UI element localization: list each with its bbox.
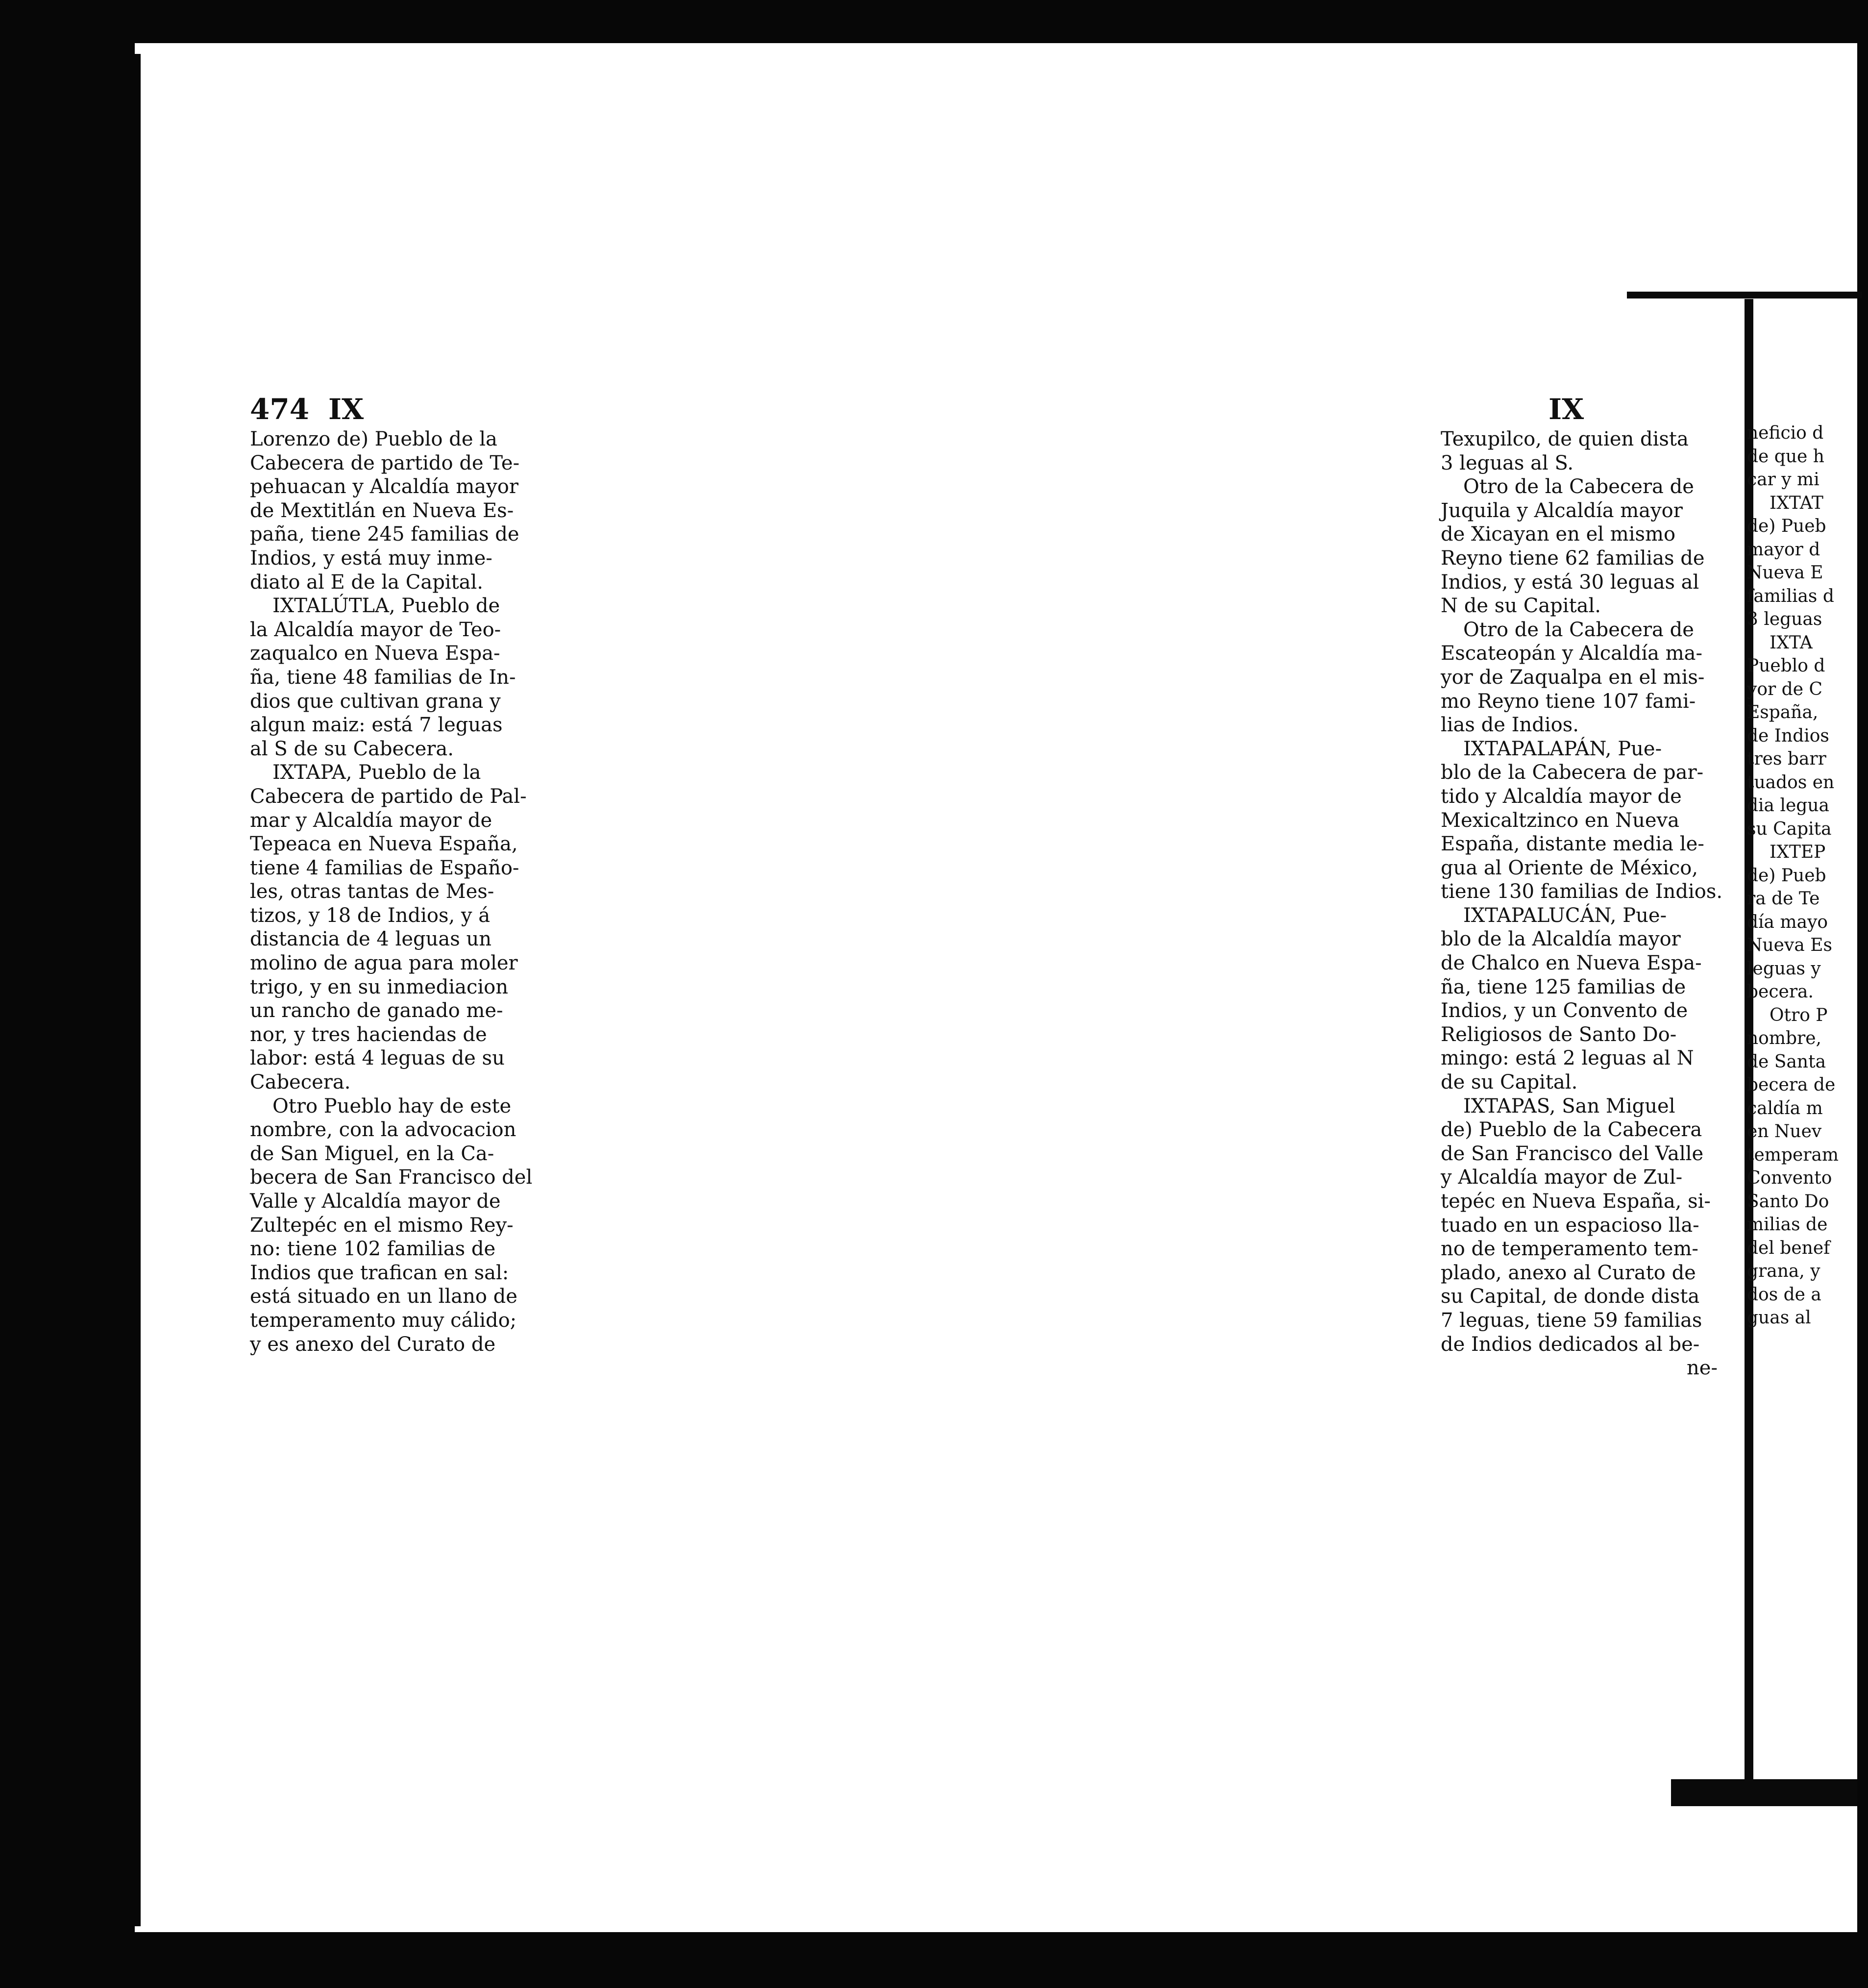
text-line: ne- xyxy=(1687,1357,1718,1380)
text-line: ña, tiene 48 familias de In- xyxy=(250,666,516,689)
text-line: IXTAPALUCÁN, Pue- xyxy=(1463,904,1667,927)
text-line: milias de xyxy=(1747,1215,1828,1235)
text-line: Nueva E xyxy=(1747,563,1823,583)
text-line: de que h xyxy=(1747,446,1824,467)
text-line: distancia de 4 leguas un xyxy=(250,928,492,951)
text-line: y es anexo del Curato de xyxy=(250,1333,496,1356)
text-line: nombre, con la advocacion xyxy=(250,1118,516,1142)
text-line: Cabecera de partido de Te- xyxy=(250,451,520,474)
text-line: su Capita xyxy=(1747,819,1832,839)
text-line: zaqualco en Nueva Espa- xyxy=(250,642,500,665)
text-line: de) Pueblo de la Cabecera xyxy=(1441,1118,1702,1142)
text-line: tuados en xyxy=(1747,772,1835,793)
text-line: guas al xyxy=(1747,1308,1811,1328)
text-line: tido y Alcaldía mayor de xyxy=(1441,785,1682,808)
text-line: dia legua xyxy=(1747,795,1829,816)
text-line: leguas y xyxy=(1747,958,1821,979)
text-column-middle xyxy=(1441,427,1723,1380)
text-line: blo de la Cabecera de par- xyxy=(1441,761,1704,784)
running-header-left: IX xyxy=(328,393,364,426)
text-line: mo Reyno tiene 107 fami- xyxy=(1441,690,1696,713)
text-line: de San Miguel, en la Ca- xyxy=(250,1142,494,1165)
text-line: de San Francisco del Valle xyxy=(1441,1142,1704,1165)
text-line: de Mextitlán en Nueva Es- xyxy=(250,499,514,522)
text-line: 7 leguas, tiene 59 familias xyxy=(1441,1309,1702,1332)
text-line: de Chalco en Nueva Espa- xyxy=(1441,952,1702,975)
text-line: ra de Te xyxy=(1747,889,1820,909)
text-line: de Indios dedicados al be- xyxy=(1441,1333,1700,1356)
text-line: tiene 130 familias de Indios. xyxy=(1441,880,1723,903)
text-line: N de su Capital. xyxy=(1441,595,1601,618)
text-line: España, distante media le- xyxy=(1441,833,1704,856)
text-line: pehuacan y Alcaldía mayor xyxy=(250,475,518,498)
text-line: plado, anexo al Curato de xyxy=(1441,1261,1696,1284)
text-line: dios que cultivan grana y xyxy=(250,690,501,713)
text-line: Indios que trafican en sal: xyxy=(250,1261,509,1284)
text-line: familias d xyxy=(1747,586,1834,606)
text-line: gua al Oriente de México, xyxy=(1441,856,1698,879)
text-line: Indios, y está 30 leguas al xyxy=(1441,571,1699,594)
text-line: de Xicayan en el mismo xyxy=(1441,523,1676,546)
film-frame-left xyxy=(0,0,135,1988)
text-line: Lorenzo de) Pueblo de la xyxy=(250,428,497,450)
text-line: molino de agua para moler xyxy=(250,952,518,975)
text-line: paña, tiene 245 familias de xyxy=(250,523,519,546)
text-line: Convento xyxy=(1747,1168,1832,1188)
text-line: blo de la Alcaldía mayor xyxy=(1441,928,1681,951)
text-line: mar y Alcaldía mayor de xyxy=(250,809,492,832)
text-line: IXTAT xyxy=(1770,493,1823,513)
text-line: tres barr xyxy=(1747,749,1826,769)
gutter-top-rule xyxy=(1627,292,1862,298)
text-line: grana, y xyxy=(1747,1261,1820,1281)
text-line: Escateopán y Alcaldía ma- xyxy=(1441,642,1703,665)
text-line: temperam xyxy=(1747,1144,1839,1165)
text-line: becera de San Francisco del xyxy=(250,1166,533,1189)
text-line: su Capital, de donde dista xyxy=(1441,1285,1700,1308)
text-line: un rancho de ganado me- xyxy=(250,999,503,1022)
page-number: 474 xyxy=(250,393,310,426)
text-line: 3 leguas al S. xyxy=(1441,451,1574,474)
text-line: no de temperamento tem- xyxy=(1441,1238,1698,1261)
text-line: tuado en un espacioso lla- xyxy=(1441,1214,1699,1237)
text-line: Texupilco, de quien dista xyxy=(1441,428,1689,450)
text-line: Mexicaltzinco en Nueva xyxy=(1441,809,1679,832)
text-line: de Santa xyxy=(1747,1051,1826,1072)
text-line: nombre, xyxy=(1747,1028,1821,1048)
text-line: becera. xyxy=(1747,982,1814,1002)
text-line: Otro de la Cabecera de xyxy=(1463,475,1694,498)
text-line: día mayo xyxy=(1747,912,1828,932)
text-line: Tepeaca en Nueva España, xyxy=(250,833,518,856)
text-line: y Alcaldía mayor de Zul- xyxy=(1441,1166,1683,1189)
running-header-right: IX xyxy=(1548,393,1584,426)
text-line: está situado en un llano de xyxy=(250,1285,517,1308)
text-line: dos de a xyxy=(1747,1284,1821,1305)
text-line: Cabecera de partido de Pal- xyxy=(250,785,527,808)
text-line: nor, y tres haciendas de xyxy=(250,1023,487,1046)
text-line: Nueva Es xyxy=(1747,935,1832,955)
text-line: de) Pueb xyxy=(1747,865,1826,886)
text-line: trigo, y en su inmediacion xyxy=(250,975,509,998)
text-line: labor: está 4 leguas de su xyxy=(250,1047,505,1070)
text-line: Reyno tiene 62 familias de xyxy=(1441,547,1705,570)
text-line: España, xyxy=(1747,702,1819,722)
text-line: de) Pueb xyxy=(1747,516,1826,536)
text-line: tiene 4 familias de Españo- xyxy=(250,856,519,879)
gutter-base xyxy=(1671,1779,1857,1806)
text-line: Pueblo d xyxy=(1747,656,1825,676)
text-line: algun maiz: está 7 leguas xyxy=(250,714,503,737)
text-line: Otro Pueblo hay de este xyxy=(272,1094,512,1118)
text-line: temperamento muy cálido; xyxy=(250,1309,517,1332)
text-line: Religiosos de Santo Do- xyxy=(1441,1023,1677,1046)
text-line: neficio d xyxy=(1747,423,1824,443)
film-frame-top xyxy=(0,0,1868,43)
text-line: Otro de la Cabecera de xyxy=(1463,618,1694,641)
text-line: de Indios xyxy=(1747,725,1829,746)
text-line: lias de Indios. xyxy=(1441,714,1579,737)
text-line: Juquila y Alcaldía mayor xyxy=(1441,499,1683,522)
text-line: al S de su Cabecera. xyxy=(250,737,454,760)
text-line: Indios, y un Convento de xyxy=(1441,999,1688,1022)
text-line: IXTAPA, Pueblo de la xyxy=(272,761,481,784)
text-line: Indios, y está muy inme- xyxy=(250,547,492,570)
text-line: ña, tiene 125 familias de xyxy=(1441,975,1686,998)
film-frame-bottom xyxy=(0,1932,1868,1988)
text-line: IXTAPALAPÁN, Pue- xyxy=(1463,737,1662,760)
text-line: diato al E de la Capital. xyxy=(250,571,484,594)
text-line: Zultepéc en el mismo Rey- xyxy=(250,1214,514,1237)
text-line: caldía m xyxy=(1747,1098,1823,1118)
text-line: la Alcaldía mayor de Teo- xyxy=(250,618,501,641)
text-line: IXTEP xyxy=(1770,842,1826,862)
text-line: yor de C xyxy=(1747,679,1823,699)
text-line: IXTA xyxy=(1770,632,1813,653)
text-line: IXTAPAS, San Miguel xyxy=(1463,1094,1675,1118)
text-column-right-partial xyxy=(1747,422,1860,1330)
text-line: del benef xyxy=(1747,1238,1830,1258)
text-line: en Nuev xyxy=(1747,1121,1822,1142)
text-line: tepéc en Nueva España, si- xyxy=(1441,1190,1711,1213)
text-line: no: tiene 102 familias de xyxy=(250,1238,496,1261)
text-line: becera de xyxy=(1747,1075,1836,1095)
text-line: mingo: está 2 leguas al N xyxy=(1441,1047,1694,1070)
text-line: Cabecera. xyxy=(250,1071,351,1094)
text-line: Santo Do xyxy=(1747,1191,1829,1212)
text-line: yor de Zaqualpa en el mis- xyxy=(1441,666,1705,689)
text-line: mayor d xyxy=(1747,539,1820,560)
text-line: de su Capital. xyxy=(1441,1071,1578,1094)
text-line: Otro P xyxy=(1770,1005,1828,1025)
text-line: Valle y Alcaldía mayor de xyxy=(250,1190,501,1213)
text-line: car y mi xyxy=(1747,470,1819,490)
text-line: les, otras tantas de Mes- xyxy=(250,880,494,903)
text-line: IXTALÚTLA, Pueblo de xyxy=(272,595,500,618)
text-line: 3 leguas xyxy=(1747,609,1822,629)
text-column-left xyxy=(250,427,533,1356)
text-line: tizos, y 18 de Indios, y á xyxy=(250,904,491,927)
